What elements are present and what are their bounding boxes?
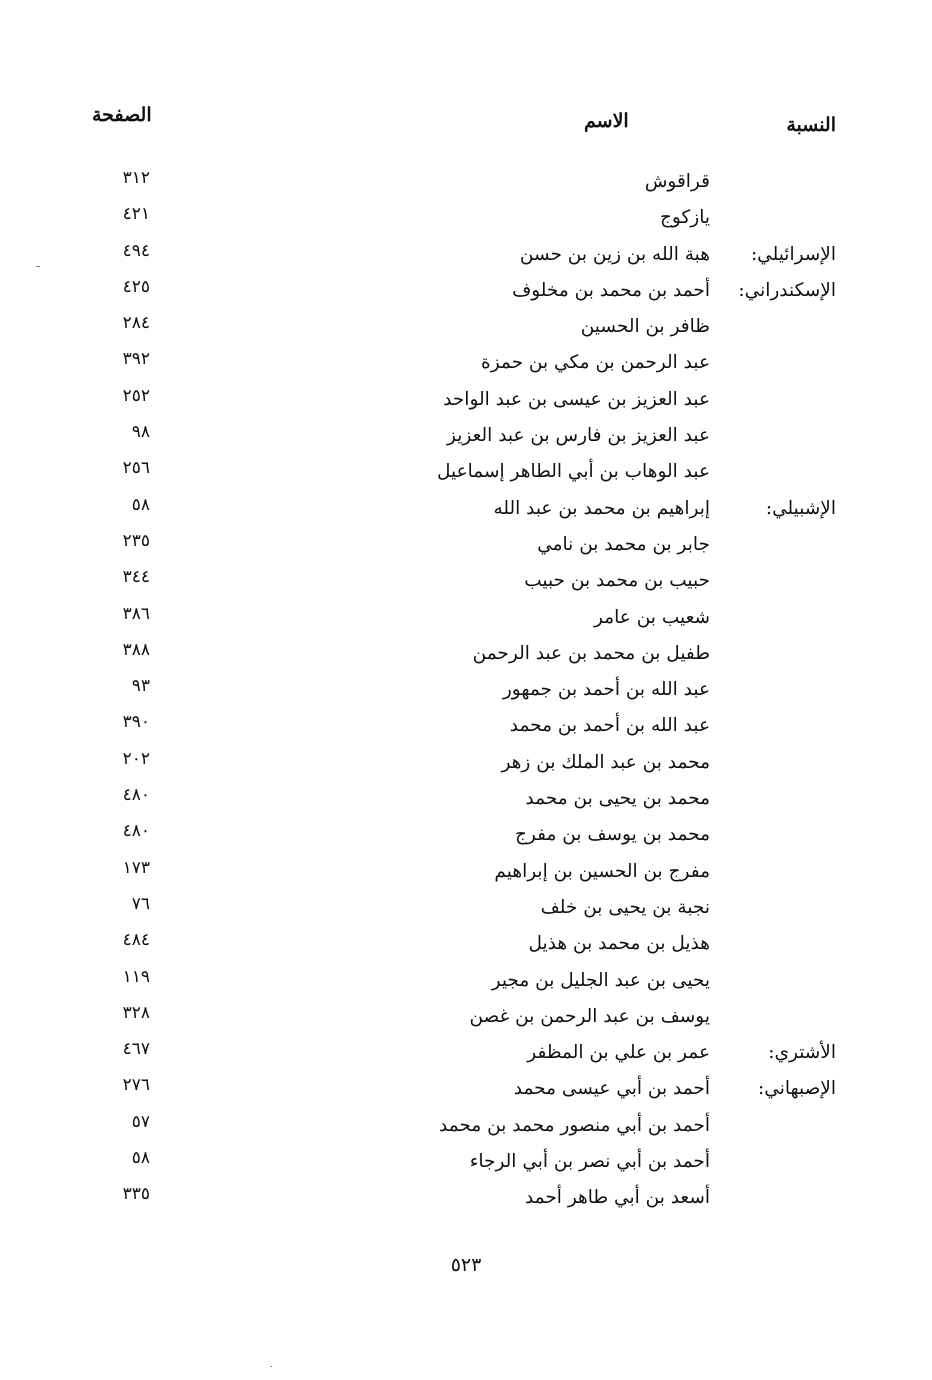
table-row	[0, 273, 932, 309]
row-name: طفيل بن محمد بن عبد الرحمن	[472, 642, 710, 664]
table-row	[0, 854, 932, 890]
row-nisba: الإسرائيلي:	[750, 243, 836, 265]
header-nisba: النسبة	[786, 114, 836, 136]
row-name: ظافر بن الحسين	[580, 316, 710, 338]
row-name: عبد الله بن أحمد بن جمهور	[502, 679, 710, 701]
row-name: يحيى بن عبد الجليل بن مجير	[491, 969, 710, 991]
row-page: ٤٨٠	[122, 785, 150, 806]
row-name: عبد الله بن أحمد بن محمد	[509, 715, 710, 737]
table-row	[0, 708, 932, 744]
row-page: ٢٧٦	[122, 1075, 150, 1096]
row-name: جابر بن محمد بن نامي	[537, 533, 710, 555]
row-name: أحمد بن محمد بن مخلوف	[512, 279, 710, 301]
row-page: ٣٢٨	[122, 1002, 150, 1023]
index-table	[0, 164, 932, 1217]
row-name: أحمد بن أبي منصور محمد بن محمد	[439, 1114, 710, 1136]
table-row	[0, 382, 932, 418]
table-row	[0, 817, 932, 853]
table-row	[0, 527, 932, 563]
row-nisba: الإشبيلي:	[765, 497, 836, 519]
row-page: ٢٨٤	[122, 313, 150, 334]
row-name: حبيب بن محمد بن حبيب	[524, 570, 710, 592]
row-page: ٥٧	[131, 1111, 150, 1132]
row-name: هذيل بن محمد بن هذيل	[528, 933, 710, 955]
row-page: ٢٠٢	[122, 748, 150, 769]
table-row	[0, 1071, 932, 1107]
row-page: ٢٥٦	[122, 458, 150, 479]
row-name: يوسف بن عبد الرحمن بن غصن	[469, 1005, 710, 1027]
table-row	[0, 890, 932, 926]
row-name: محمد بن عبد الملك بن زهر	[501, 751, 710, 773]
row-nisba: الإسكندراني:	[738, 279, 836, 301]
row-page: ٤٦٧	[122, 1039, 150, 1060]
table-row	[0, 200, 932, 236]
table-row	[0, 491, 932, 527]
row-page: ٣٨٨	[122, 639, 150, 660]
row-page: ١٧٣	[122, 857, 150, 878]
row-name: قراقوش	[644, 171, 710, 192]
row-name: يازكوج	[659, 207, 710, 229]
table-row	[0, 418, 932, 454]
table-row	[0, 454, 932, 490]
row-page: ٣٩٠	[122, 712, 150, 733]
table-row	[0, 164, 932, 200]
scan-speck	[270, 1366, 272, 1367]
table-row	[0, 237, 932, 273]
row-name: عمر بن علي بن المظفر	[527, 1042, 710, 1064]
table-row	[0, 999, 932, 1035]
row-name: أحمد بن أبي عيسى محمد	[513, 1078, 710, 1100]
row-name: محمد بن يحيى بن محمد	[525, 788, 710, 810]
row-page: ٤٢٥	[122, 276, 150, 297]
row-name: شعيب بن عامر	[594, 606, 710, 628]
row-page: ٤٨٠	[122, 821, 150, 842]
row-page: ٥٨	[131, 494, 150, 515]
row-name: عبد العزيز بن عيسى بن عبد الواحد	[443, 388, 710, 410]
table-header	[0, 104, 932, 144]
row-name: نجبة بن يحيى بن خلف	[540, 896, 710, 918]
row-name: أحمد بن أبي نصر بن أبي الرجاء	[469, 1151, 710, 1173]
table-row	[0, 636, 932, 672]
row-page: ٤٨٤	[122, 930, 150, 951]
table-row	[0, 345, 932, 381]
row-page: ٩٨	[131, 422, 150, 443]
row-name: عبد الرحمن بن مكي بن حمزة	[481, 352, 710, 374]
page-number: ٥٢٣	[450, 1254, 482, 1276]
row-page: ٣٩٢	[122, 349, 150, 370]
row-nisba: الأشتري:	[768, 1042, 836, 1064]
row-page: ٢٥٢	[122, 385, 150, 406]
row-page: ٣١٢	[122, 168, 150, 188]
table-row	[0, 1144, 932, 1180]
row-page: ٩٣	[131, 676, 150, 697]
row-page: ٤٩٤	[122, 240, 150, 261]
table-row	[0, 926, 932, 962]
row-page: ١١٩	[122, 966, 150, 987]
row-name: مفرج بن الحسين بن إبراهيم	[494, 860, 710, 882]
scan-speck	[36, 266, 40, 267]
row-name: عبد العزيز بن فارس بن عبد العزيز	[447, 425, 710, 447]
row-page: ٥٨	[131, 1148, 150, 1169]
table-row	[0, 1108, 932, 1144]
table-row	[0, 563, 932, 599]
row-page: ٣٣٥	[122, 1184, 150, 1205]
row-name: هبة الله بن زين بن حسن	[519, 243, 710, 265]
row-nisba: الإصبهاني:	[758, 1078, 836, 1100]
row-page: ٤٢١	[122, 204, 150, 225]
table-row	[0, 1035, 932, 1071]
header-page: الصفحة	[92, 104, 152, 126]
table-row	[0, 309, 932, 345]
row-page: ٧٦	[131, 893, 150, 914]
table-row	[0, 963, 932, 999]
row-page: ٣٤٤	[122, 567, 150, 588]
table-row	[0, 672, 932, 708]
row-page: ٢٣٥	[122, 530, 150, 551]
row-name: إبراهيم بن محمد بن عبد الله	[493, 497, 710, 519]
row-name: محمد بن يوسف بن مفرج	[514, 824, 710, 846]
row-name: عبد الوهاب بن أبي الطاهر إسماعيل	[437, 461, 710, 483]
table-row	[0, 600, 932, 636]
table-row	[0, 1180, 932, 1216]
row-name: أسعد بن أبي طاهر أحمد	[524, 1187, 710, 1209]
table-row	[0, 781, 932, 817]
header-name: الاسم	[584, 110, 629, 132]
row-page: ٣٨٦	[122, 603, 150, 624]
table-row	[0, 745, 932, 781]
